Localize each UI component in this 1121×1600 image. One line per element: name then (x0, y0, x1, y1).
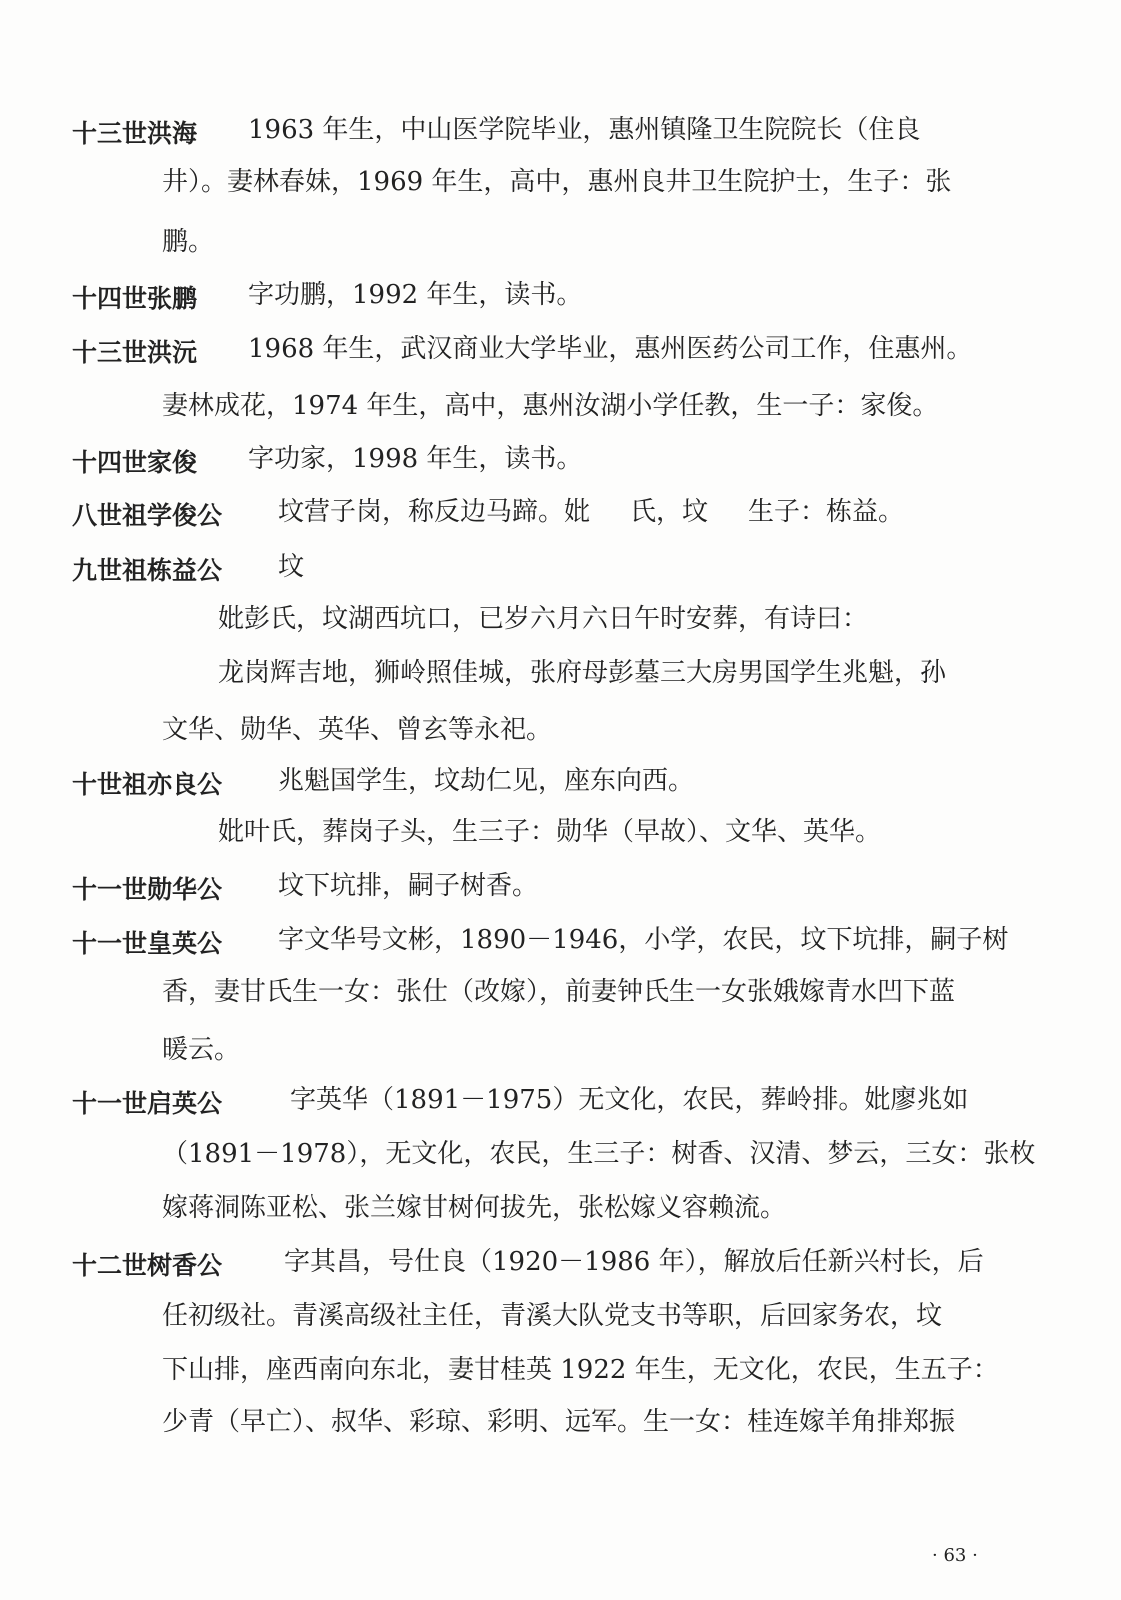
entry-heading: 十四世张鹏 (72, 284, 198, 313)
entry-heading: 十二世树香公 (72, 1251, 223, 1280)
entry-text-line: 井）。妻林春妹，1969 年生，高中，惠州良井卫生院护士，生子：张 (162, 167, 952, 197)
entry-heading: 十三世洪沅 (72, 338, 198, 367)
entry-heading: 十三世洪海 (72, 119, 198, 148)
entry-text-line: 字功鹏，1992 年生，读书。 (248, 280, 583, 310)
entry-text-line: 字英华（1891－1975）无文化，农民，葬岭排。妣廖兆如 (290, 1085, 969, 1115)
entry-text-line: （1891－1978），无文化，农民，生三子：树香、汉清、梦云，三女：张枚 (162, 1139, 1036, 1169)
entry-heading: 八世祖学俊公 (72, 501, 223, 530)
entry-text-line: 1968 年生，武汉商业大学毕业，惠州医药公司工作，住惠州。 (248, 334, 973, 364)
entry-text-line: 龙岗辉吉地，狮岭照佳城，张府母彭墓三大房男国学生兆魁，孙 (218, 658, 947, 688)
entry-text-line: 字文华号文彬，1890－1946，小学，农民，坟下坑排，嗣子树 (278, 925, 1009, 955)
entry-text-line: 兆魁国学生，坟劫仁见，座东向西。 (278, 766, 695, 796)
page-number: · 63 · (932, 1545, 978, 1566)
entry-text-line: 鹏。 (162, 227, 215, 257)
entry-text-line: 文华、勋华、英华、曾玄等永祀。 (162, 715, 553, 745)
entry-text-line: 字功家，1998 年生，读书。 (248, 444, 583, 474)
text-segment: 生子：栋益。 (748, 497, 905, 527)
entry-text-line: 坟下坑排，嗣子树香。 (278, 871, 539, 901)
entry-heading: 十世祖亦良公 (72, 770, 223, 799)
entry-text-line: 坟 (278, 552, 305, 582)
entry-heading: 十一世皇英公 (72, 929, 223, 958)
entry-text-line (278, 495, 904, 529)
entry-text-line: 香，妻甘氏生一女：张仕（改嫁），前妻钟氏生一女张娥嫁青水凹下蓝 (162, 977, 956, 1007)
text-segment: 氏，坟 (630, 497, 709, 527)
entry-heading: 九世祖栋益公 (72, 556, 223, 585)
entry-text-line: 暖云。 (162, 1035, 241, 1065)
entry-text-line: 妣叶氏，葬岗子头，生三子：勋华（早故）、文华、英华。 (218, 817, 882, 847)
entry-heading: 十一世勋华公 (72, 875, 223, 904)
entry-text-line: 下山排，座西南向东北，妻甘桂英 1922 年生，无文化，农民，生五子： (162, 1355, 999, 1385)
entry-text-line: 妣彭氏，坟湖西坑口，已岁六月六日午时安葬，有诗曰： (218, 604, 869, 634)
entry-text-line: 少青（早亡）、叔华、彩琼、彩明、远军。生一女：桂连嫁羊角排郑振 (162, 1407, 956, 1437)
entry-heading: 十一世启英公 (72, 1089, 223, 1118)
entry-text-line: 字其昌，号仕良（1920－1986 年），解放后任新兴村长，后 (284, 1247, 984, 1277)
entry-text-line: 1963 年生，中山医学院毕业，惠州镇隆卫生院院长（住良 (248, 115, 921, 145)
text-segment: 坟营子岗，称反边马蹄。妣 (278, 497, 591, 527)
entry-text-line: 妻林成花，1974 年生，高中，惠州汝湖小学任教，生一子：家俊。 (162, 391, 939, 421)
entry-heading: 十四世家俊 (72, 448, 198, 477)
entry-text-line: 嫁蒋洞陈亚松、张兰嫁甘树何拔先，张松嫁义容赖流。 (162, 1193, 787, 1223)
entry-text-line: 任初级社。青溪高级社主任，青溪大队党支书等职，后回家务农，坟 (162, 1301, 943, 1331)
